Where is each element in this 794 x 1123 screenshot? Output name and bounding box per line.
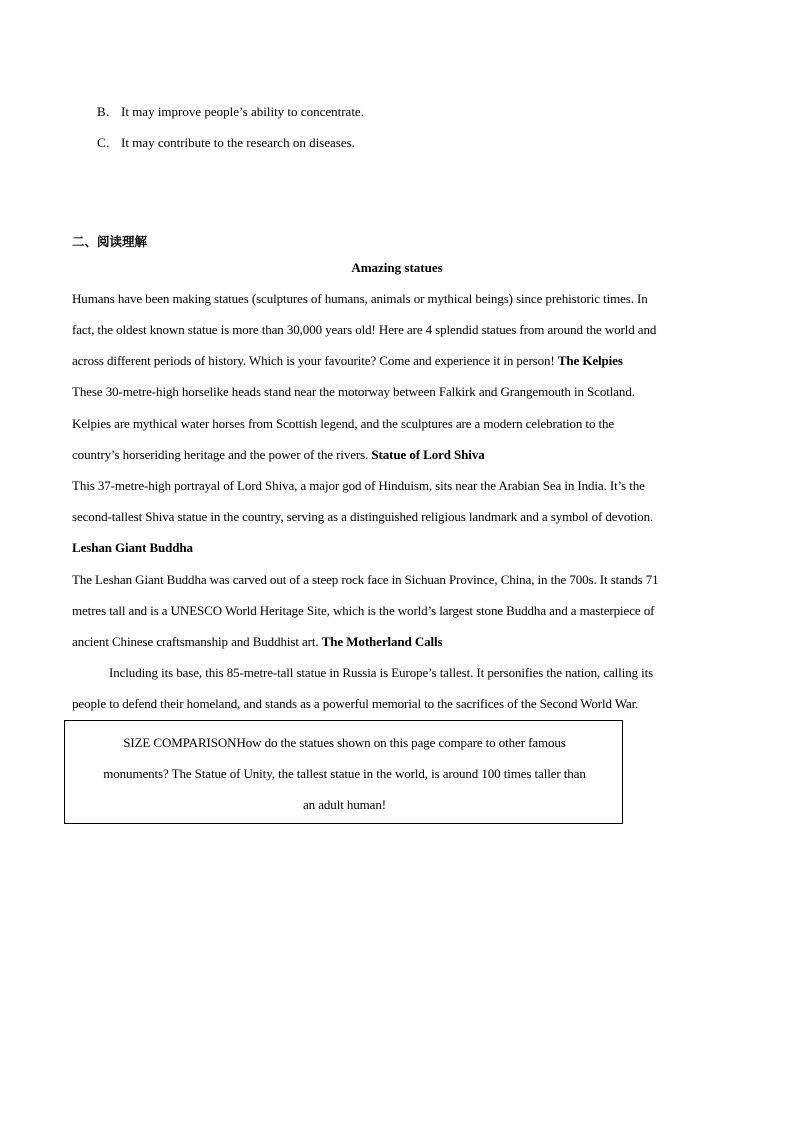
passage-line (72, 353, 623, 369)
size-comparison-line: an adult human! (303, 797, 386, 812)
passage-line: second-tallest Shiva statue in the country, serving as a distinguished religious landmark and a symbol of devotion. (72, 509, 654, 524)
option-c (97, 135, 355, 151)
option-b-text: It may improve people’s ability to concentrate. (121, 104, 364, 119)
motherland-heading: The Motherland Calls (321, 634, 443, 649)
shiva-heading: Statue of Lord Shiva (371, 447, 485, 462)
passage-line: Including its base, this 85-metre-tall statue in Russia is Europe’s tallest. It personifies the nation, calling its (109, 665, 654, 680)
passage-line: These 30-metre-high horselike heads stand near the motorway between Falkirk and Grangemouth in Scotland. (72, 384, 635, 399)
passage-line: This 37-metre-high portrayal of Lord Shiva, a major god of Hinduism, sits near the Arabian Sea in India. It’s the (72, 478, 645, 493)
section-heading: 二、阅读理解 (72, 234, 148, 249)
passage-line-text: ancient Chinese craftsmanship and Buddhist art. (72, 634, 322, 649)
kelpies-heading: The Kelpies (557, 353, 623, 368)
passage-line-text: across different periods of history. Which is your favourite? Come and experience it in person! (72, 353, 558, 368)
size-comparison-box (64, 720, 623, 824)
passage-line: people to defend their homeland, and stands as a powerful memorial to the sacrifices of the Second World War. (72, 696, 639, 711)
passage-line: metres tall and is a UNESCO World Heritage Site, which is the world’s largest stone Buddha and a masterpiece of (72, 603, 655, 618)
size-comparison-line: monuments? The Statue of Unity, the tallest statue in the world, is around 100 times taller than (103, 766, 586, 781)
passage-line-text: country’s horseriding heritage and the power of the rivers. (72, 447, 372, 462)
option-b (97, 104, 364, 120)
option-c-text: It may contribute to the research on diseases. (121, 135, 355, 150)
option-c-letter: C． (97, 135, 119, 150)
option-b-letter: B． (97, 104, 119, 119)
passage-title: Amazing statues (351, 260, 443, 275)
passage-line (72, 447, 485, 463)
leshan-heading: Leshan Giant Buddha (72, 540, 193, 555)
passage-line: The Leshan Giant Buddha was carved out of a steep rock face in Sichuan Province, China, in the 700s. It stands 71 (72, 572, 659, 587)
passage-line: Humans have been making statues (sculptures of humans, animals or mythical beings) since prehistoric times. In (72, 291, 648, 306)
passage-line: fact, the oldest known statue is more than 30,000 years old! Here are 4 splendid statues from around the world and (72, 322, 657, 337)
passage-line (72, 634, 443, 650)
size-comparison-line: SIZE COMPARISONHow do the statues shown on this page compare to other famous (123, 735, 566, 750)
passage-line: Kelpies are mythical water horses from Scottish legend, and the sculptures are a modern celebration to the (72, 416, 615, 431)
